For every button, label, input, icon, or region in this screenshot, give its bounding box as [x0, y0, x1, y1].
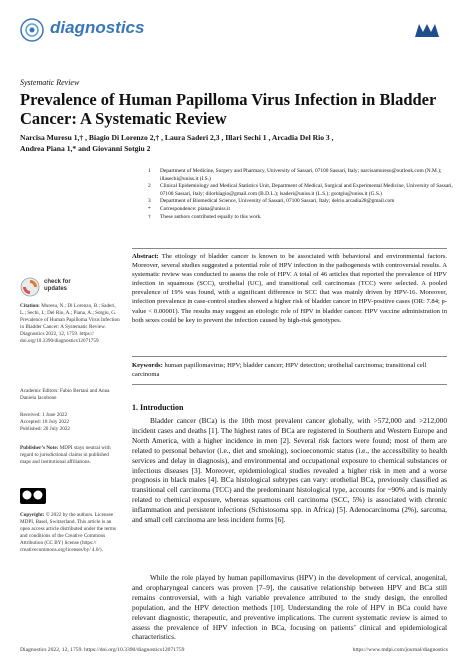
affiliation-text: Clinical Epidemiology and Medical Statistics Unit, Department of Medical, Surgical and Experimental Medicine, University of Sassari, 07100 Sassari, Italy; dilorbiagio@gmail.com (B.D.L.); lsaderi@uniss.it (L.S.); gsotgiu@uniss.it (G.S.) [160, 183, 453, 197]
keywords-label: Keywords: [132, 362, 163, 369]
affiliation-item [148, 198, 453, 206]
keywords-text: human papillomavirus; HPV; bladder cancer; HPV detection; urothelial carcinoma; transitional cell carcinoma [132, 362, 427, 379]
affiliation-mark: † [148, 213, 151, 220]
journal-logo-icon [20, 18, 44, 42]
article-title: Prevalence of Human Papilloma Virus Infection in Bladder Cancer: A Systematic Review [20, 90, 437, 128]
affiliation-item [148, 168, 453, 183]
keywords [132, 361, 447, 379]
affiliation-mark: * [148, 205, 151, 212]
publisher-note-text: MDPI stays neutral with regard to jurisdictional claims in published maps and institutional affiliations. [20, 445, 111, 465]
cc-by-license-badge[interactable] [20, 488, 46, 504]
accepted-date: Accepted: 18 July 2022 [20, 419, 70, 425]
check-for-updates-badge[interactable] [20, 276, 120, 298]
abstract [132, 252, 447, 325]
affiliation-text: These authors contributed equally to this work. [160, 213, 262, 220]
abstract-label: Abstract: [132, 253, 159, 260]
affiliation-item [148, 183, 453, 198]
copyright-text: © 2022 by the authors. Licensee MDPI, Basel, Switzerland. This article is an open access article distributed under the terms and conditions of the Creative Commons Attribution (CC BY) license (https:// creativecommons.org/licenses/by/ 4.0/). [20, 512, 116, 553]
paragraph: While the role played by human papillomavirus (HPV) in the development of cervical, anogenital, and oropharyngeal cancers was proven [7–9], the causative relationship between HPV and BCa still remains controversial, with a high variable prevalence attributed to the study design, the enrolled population, and the HPV detection methods [10]. Understanding the role of HPV in BCa could have relevant diagnostic, therapeutic, and preventive implications. The current systematic review is aimed to assess the prevalence of HPV infection in BCa, focusing on patients’ clinical and epidemiological characteristics. [132, 573, 447, 642]
updates-line: check for [44, 279, 71, 285]
affiliation-mark: 2 [148, 183, 151, 190]
divider [132, 384, 447, 385]
check-for-updates-icon [20, 277, 40, 297]
author-line: Andrea Piana 1,* and Giovanni Sotgiu 2 [20, 144, 151, 153]
publisher-note-label: Publisher’s Note: [20, 445, 59, 451]
publisher-logo-icon [414, 22, 440, 38]
affiliation-mark: 3 [148, 198, 151, 205]
page-footer [20, 647, 448, 653]
author-list [20, 132, 450, 154]
copyright [20, 512, 120, 554]
author-line: Narcisa Muresu 1,† , Biagio Di Lorenzo 2,† , Laura Saderi 2,3 , Illari Sechi 1 , Arcadia Del Rio 3 , [20, 133, 334, 142]
affiliation-text: Department of Biomedical Science, University of Sassari, 07100 Sassari, Italy; delrio.arcadia28@gmail.com [160, 198, 395, 205]
footer-citation: Diagnostics 2022, 12, 1759. https://doi.org/10.3390/diagnostics12071759 [20, 647, 185, 653]
affiliations [148, 168, 453, 221]
article-type: Systematic Review [20, 78, 80, 87]
published-date: Published: 20 July 2022 [20, 426, 71, 432]
publication-dates [20, 412, 120, 433]
creative-commons-icon [20, 488, 46, 504]
footer-journal-link[interactable]: https://www.mdpi.com/journal/diagnostics [352, 647, 448, 653]
citation-label: Citation: [20, 303, 40, 309]
divider [132, 356, 447, 357]
affiliation-text: Department of Medicine, Surgery and Pharmacy, University of Sassari, 07100 Sassari, Italy; narcisamuresu@outlook.com (N.M.); illasechi@uniss.it (I.S.) [160, 168, 442, 182]
publisher-note [20, 445, 120, 466]
paragraph: Bladder cancer (BCa) is the 10th most prevalent cancer globally, with >572,000 and >212,000 incident cases and deaths [1]. The highest rates of BCa are registered in Southern and Western Europe and North America, with a higher incidence in men [2]. Several risk factors were found; most of them are related to personal behavior (i.e., diet and smoking), socioeconomic status (i.e., the accessibility to health services and delay in diagnosis), and environmental and occupational exposure to chemical substances or infectious diseases [3]. Moreover, epidemiological studies revealed a higher risk in men and a worse prognosis in black males [4]. BCa histological subtypes can vary: urothelial BCa, previously classified as transitional cell carcinoma (TCC) and the predominant histological type, accounts for ~90% and is mainly related to chemical exposure, whereas squamous cell carcinoma (SCC, 5%) is associated with chronic inflammation and persistent infections (Schistosoma spp. in Africa) [5]. Adenocarcinoma (2%), sarcoma, and small cell carcinoma are less incident forms [6]. [132, 416, 447, 525]
citation-text: Muresu, N.; Di Lorenzo, B.; Saderi, L.; Sechi, I.; Del Rio, A.; Piana, A.; Sotgiu, G. Prevalence of Human Papilloma Virus Infection in Bladder Cancer: A Systematic Review. Diagnostics 2022, 12, 1759. https:// doi.org/10.3390/diagnostics12071759 [20, 303, 120, 344]
citation [20, 303, 120, 345]
section-heading: 1. Introduction [132, 403, 184, 412]
updates-line: updates [44, 286, 68, 292]
affiliation-text: Correspondence: piana@uniss.it [160, 205, 230, 212]
journal-name: diagnostics [50, 18, 145, 37]
received-date: Received: 1 June 2022 [20, 412, 68, 418]
divider [132, 248, 447, 249]
academic-editors: Academic Editors: Fabio Bertani and Anna Daniela Iacobone [20, 388, 110, 401]
affiliation-mark: 1 [148, 168, 151, 174]
copyright-label: Copyright: [20, 512, 45, 518]
affiliation-item [148, 214, 453, 222]
abstract-text: The etiology of bladder cancer is known to be associated with behavioral and environmental factors. Moreover, several studies suggested a potential role of HPV infection in the pathogenesis with controversial results. A systematic review was conducted to assess the role of HPV. A total of 46 articles that reported the prevalence of HPV infection in squamous (SCC), urothelial (UC), and transitional cell carcinomas (TCC) were selected. A pooled prevalence of 19% was found, with a significant difference in SCC that was mainly driven by HPV-16. Moreover, infection prevalence in case-control studies showed a higher risk of bladder cancer in HPV-positive cases (OR: 7.84; p-value < 0.00001). The results may suggest an etiologic role of HPV in bladder cancer. HPV vaccine administration in both sexes could be key to prevent the infection caused by high-risk genotypes. [132, 253, 447, 324]
affiliation-item [148, 206, 453, 214]
